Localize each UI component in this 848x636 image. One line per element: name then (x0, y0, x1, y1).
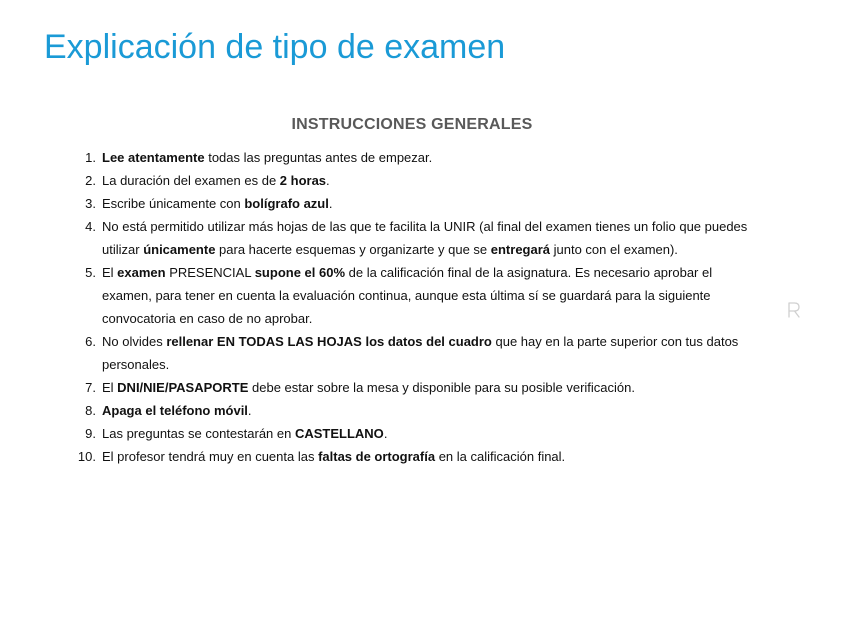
instruction-bold-text: examen (117, 265, 166, 280)
instructions-heading: INSTRUCCIONES GENERALES (291, 116, 533, 133)
instruction-text: para hacerte esquemas y organizarte y que se (215, 242, 491, 257)
instruction-item (70, 422, 760, 445)
instruction-bold-text: Apaga el teléfono móvil (102, 403, 248, 418)
instruction-number: 3. (85, 196, 96, 211)
instruction-number: 1. (85, 150, 96, 165)
instruction-number: 10. (77, 449, 96, 464)
instruction-item (70, 376, 760, 399)
instruction-text: El profesor tendrá muy en cuenta las (102, 449, 319, 464)
instruction-bold-text: DNI/NIE/PASAPORTE (117, 380, 249, 395)
instruction-bold-text: supone el 60% (254, 265, 346, 280)
instruction-bold-text: 2 horas (279, 173, 327, 188)
instruction-text: No está permitido utilizar más hojas de las que te facilita la UNIR (al final del examen tienes un folio que puedes utilizar (102, 219, 748, 257)
instruction-text: PRESENCIAL (165, 265, 255, 280)
instruction-bold-text: rellenar EN TODAS LAS HOJAS los datos del cuadro (166, 334, 492, 349)
instruction-item (70, 445, 760, 468)
instruction-number: 5. (85, 265, 96, 280)
instruction-text: . (383, 426, 388, 441)
instruction-text: en la calificación final. (435, 449, 566, 464)
slide-title: Explicación de tipo de examen (44, 28, 506, 66)
instruction-bold-text: entregará (490, 242, 551, 257)
instruction-bold-text: CASTELLANO (294, 426, 384, 441)
instruction-text: de la calificación final de la asignatura. Es necesario aprobar el examen, para tener en cuenta la evaluación continua, aunque esta última sí se guardará para la siguiente convocatoria en caso de no aprobar. (102, 265, 713, 326)
instruction-bold-text: Lee atentamente (102, 150, 205, 165)
instruction-text: Las preguntas se contestarán en (102, 426, 295, 441)
instruction-text: . (326, 173, 330, 188)
instruction-text: . (247, 403, 252, 418)
instruction-text: que hay en la parte superior con tus datos personales. (102, 334, 739, 372)
instruction-text: La duración del examen es de (102, 173, 280, 188)
instruction-item (70, 215, 760, 261)
instruction-item (70, 192, 760, 215)
instruction-text: No olvides (102, 334, 167, 349)
instruction-number: 2. (85, 173, 96, 188)
instruction-text: debe estar sobre la mesa y disponible para su posible verificación. (248, 380, 635, 395)
instruction-number: 8. (85, 403, 96, 418)
instruction-number: 6. (85, 334, 96, 349)
instruction-text: todas las preguntas antes de empezar. (204, 150, 433, 165)
instruction-item (70, 169, 760, 192)
instruction-text: El (102, 380, 118, 395)
instruction-bold-text: únicamente (143, 242, 216, 257)
instruction-bold-text: bolígrafo azul (244, 196, 329, 211)
instruction-item (70, 261, 760, 330)
instruction-text: . (328, 196, 333, 211)
instruction-item (70, 146, 760, 169)
r-logo-icon (786, 300, 802, 320)
instruction-number: 4. (85, 219, 96, 234)
instruction-item (70, 399, 760, 422)
instruction-item (70, 330, 760, 376)
instruction-text: Escribe únicamente con (102, 196, 245, 211)
instructions-list (70, 146, 760, 468)
instruction-number: 7. (85, 380, 96, 395)
instruction-bold-text: faltas de ortografía (318, 449, 436, 464)
instruction-text: El (102, 265, 118, 280)
instruction-text: junto con el examen). (550, 242, 678, 257)
instruction-number: 9. (85, 426, 96, 441)
